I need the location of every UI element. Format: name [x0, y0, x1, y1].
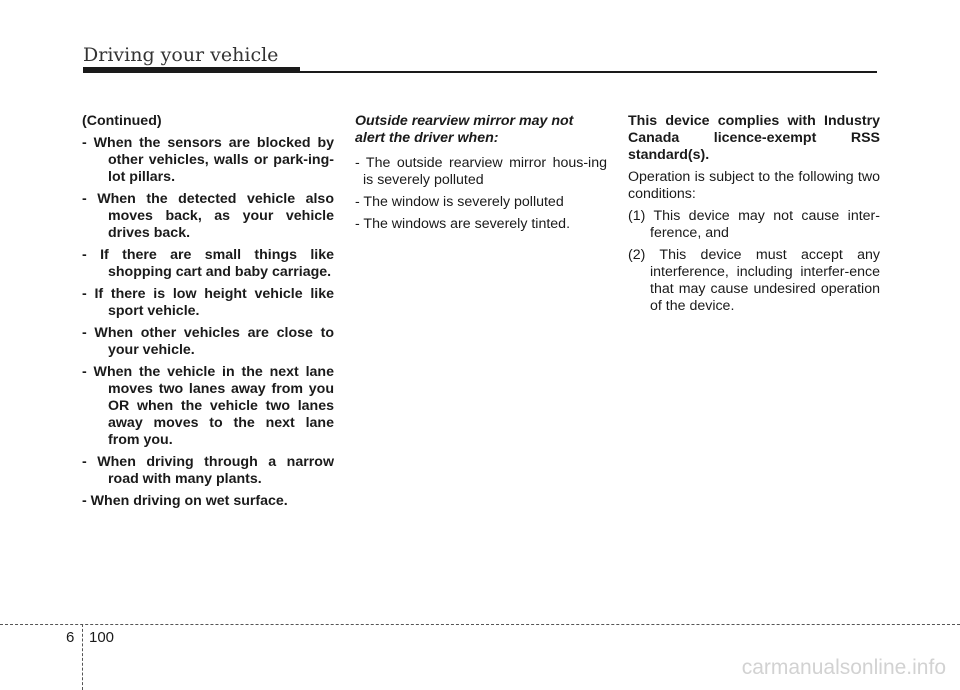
list-item: - When the detected vehicle also moves back, as your vehicle drives back. [82, 191, 334, 241]
list-item: - The windows are severely tinted. [355, 216, 571, 232]
list-item: - The outside rearview mirror hous-ing is severely polluted [355, 155, 607, 188]
list-item: - When driving through a narrow road with many plants. [82, 454, 334, 487]
column-middle [355, 113, 607, 238]
list-item: - When driving on wet surface. [82, 493, 288, 509]
condition-item: (1) This device may not cause inter-ference, and [628, 208, 880, 241]
compliance-statement: This device complies with Industry Canada licence-exempt RSS standard(s). [628, 113, 880, 163]
header-bar [83, 67, 300, 73]
page-header-title: Driving your vehicle [83, 44, 279, 66]
list-item: - If there is low height vehicle like sport vehicle. [82, 286, 334, 319]
list-item: - When the vehicle in the next lane moves two lanes away from you OR when the vehicle two lanes away moves to the next lane from you. [82, 364, 334, 448]
column-left [82, 113, 334, 515]
footer-divider [82, 624, 83, 690]
list-item: - The window is severely polluted [355, 194, 564, 210]
watermark: carmanualsonline.info [741, 656, 946, 679]
list-item: - When the sensors are blocked by other vehicles, walls or park-ing-lot pillars. [82, 135, 334, 185]
header-rule [300, 71, 877, 73]
condition-item: (2) This device must accept any interference, including interfer-ence that may cause undesired operation of the device. [628, 247, 880, 314]
list-item: - When other vehicles are close to your vehicle. [82, 325, 334, 358]
column-right [628, 113, 880, 320]
footer-rule [0, 624, 960, 625]
page-number: 100 [89, 629, 115, 646]
section-heading: Outside rearview mirror may not alert the driver when: [355, 113, 574, 146]
conditions-intro: Operation is subject to the following two conditions: [628, 169, 880, 202]
continued-label: (Continued) [82, 113, 162, 129]
list-item: - If there are small things like shopping cart and baby carriage. [82, 247, 334, 280]
chapter-number: 6 [66, 629, 75, 646]
